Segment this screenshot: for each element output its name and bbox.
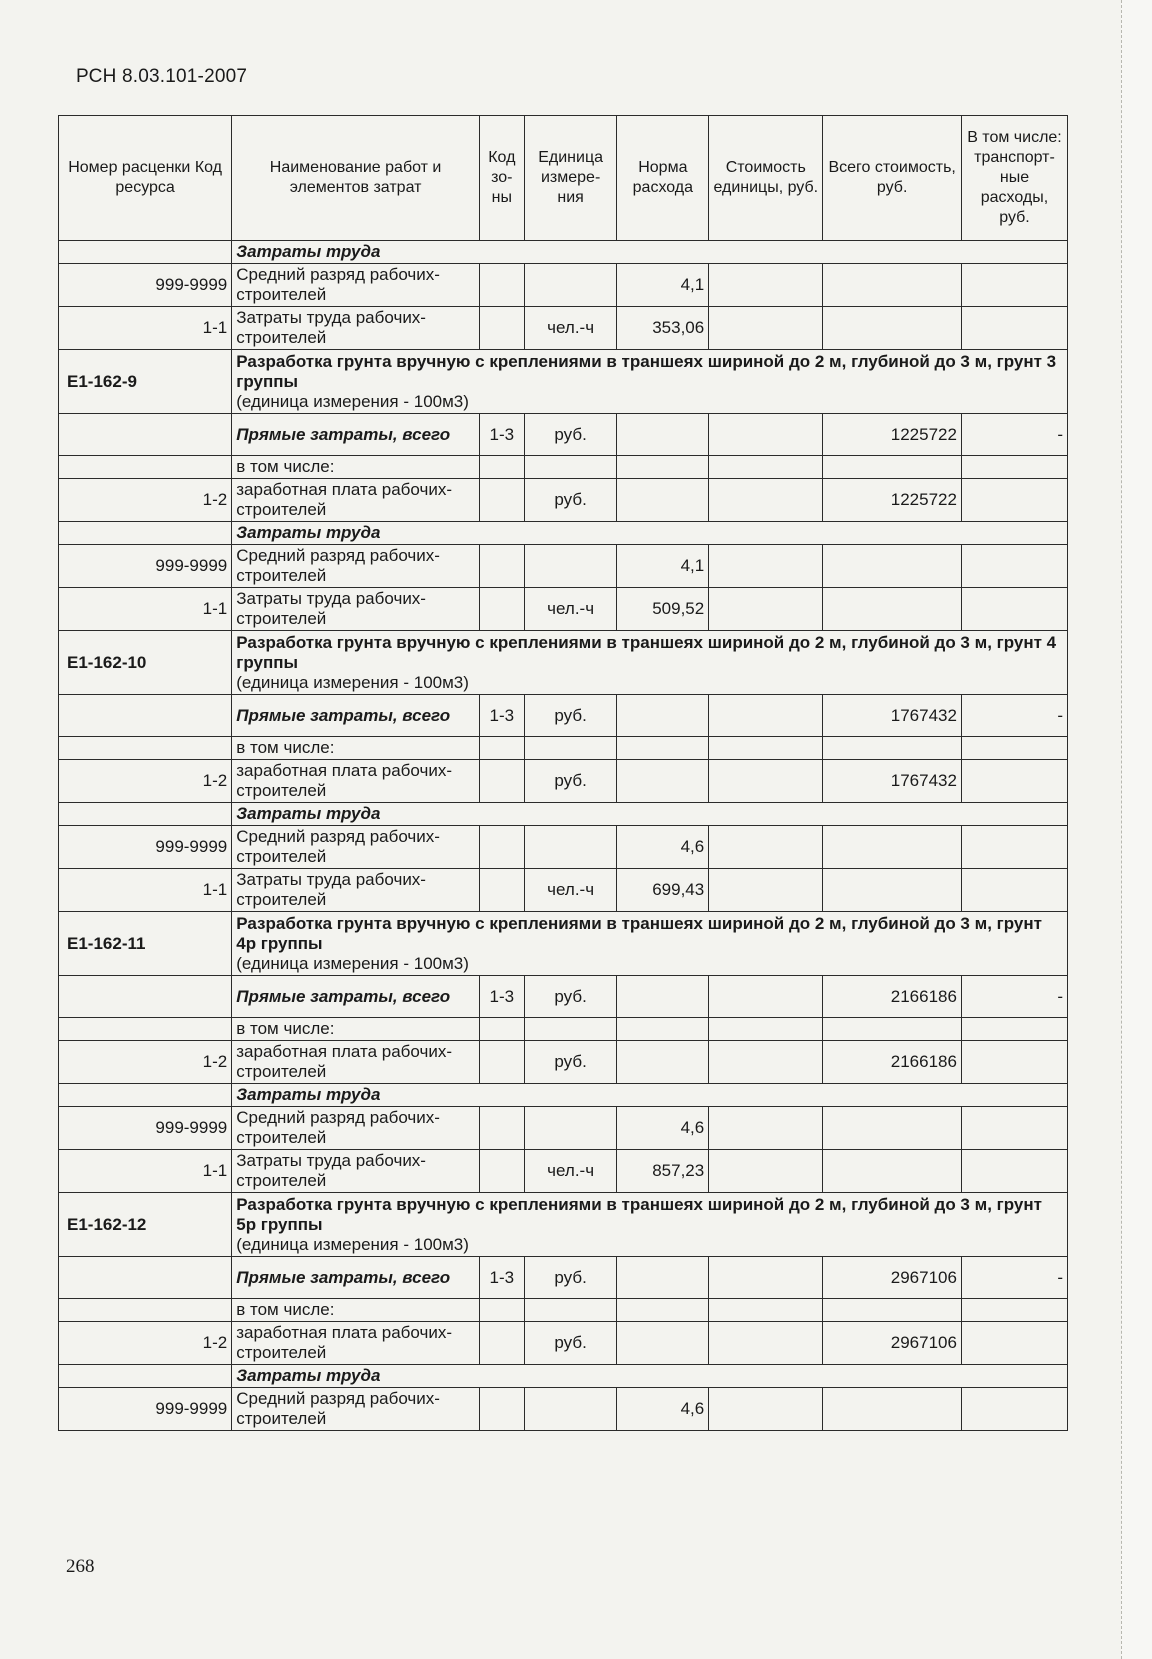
rate-code: Е1-162-10	[59, 631, 232, 695]
transport-cost: -	[961, 414, 1067, 456]
table-row	[59, 307, 1068, 350]
resource-code: 999-9999	[59, 1388, 232, 1431]
rate-unit-note: (единица измерения - 100м3)	[236, 391, 469, 411]
norm-value: 4,6	[617, 826, 709, 869]
table-row	[59, 1193, 1068, 1257]
torn-page-edge	[1121, 0, 1152, 1659]
table-row	[59, 976, 1068, 1018]
column-header: Код зо- ны	[479, 116, 524, 241]
table-row	[59, 1018, 1068, 1041]
total-cost: 2166186	[823, 976, 962, 1018]
table-row	[59, 760, 1068, 803]
table-row	[59, 737, 1068, 760]
table-row	[59, 912, 1068, 976]
total-cost: 2967106	[823, 1257, 962, 1299]
table-row	[59, 1041, 1068, 1084]
total-cost: 1225722	[823, 479, 962, 522]
table-header-row	[59, 116, 1068, 241]
resource-code: 999-9999	[59, 264, 232, 307]
direct-costs-label: Прямые затраты, всего	[232, 695, 480, 737]
zone-code: 1-3	[479, 1257, 524, 1299]
table-row	[59, 803, 1068, 826]
element-name: Затраты труда рабочих-строителей	[232, 1150, 480, 1193]
unit: чел.-ч	[524, 307, 617, 350]
norm-value: 4,6	[617, 1107, 709, 1150]
including-label: в том числе:	[232, 1018, 480, 1041]
unit: руб.	[524, 479, 617, 522]
direct-costs-label: Прямые затраты, всего	[232, 414, 480, 456]
norm-value: 4,6	[617, 1388, 709, 1431]
section-title-labor: Затраты труда	[232, 803, 1068, 826]
section-title-labor: Затраты труда	[232, 241, 1068, 264]
zone-code: 1-3	[479, 695, 524, 737]
table-row	[59, 456, 1068, 479]
including-label: в том числе:	[232, 1299, 480, 1322]
norm-value: 857,23	[617, 1150, 709, 1193]
document-header: РСН 8.03.101-2007	[76, 66, 248, 87]
rate-code: Е1-162-12	[59, 1193, 232, 1257]
column-header: Номер расценки Код ресурса	[59, 116, 232, 241]
resource-code: 1-2	[59, 760, 232, 803]
total-cost: 1225722	[823, 414, 962, 456]
resource-code: 1-2	[59, 1041, 232, 1084]
zone-code: 1-3	[479, 976, 524, 1018]
element-name: Затраты труда рабочих-строителей	[232, 307, 480, 350]
element-name: Средний разряд рабочих-строителей	[232, 826, 480, 869]
table-row	[59, 1107, 1068, 1150]
table-row	[59, 1365, 1068, 1388]
unit: руб.	[524, 1257, 617, 1299]
norm-value: 353,06	[617, 307, 709, 350]
rate-title-block	[232, 1193, 1068, 1257]
rate-code: Е1-162-11	[59, 912, 232, 976]
direct-costs-label: Прямые затраты, всего	[232, 976, 480, 1018]
unit: руб.	[524, 414, 617, 456]
rate-unit-note: (единица измерения - 100м3)	[236, 1234, 469, 1254]
column-header: Стоимость единицы, руб.	[709, 116, 823, 241]
rates-table	[58, 115, 1068, 1431]
rate-title-block	[232, 912, 1068, 976]
rate-title: Разработка грунта вручную с креплениями в траншеях шириной до 2 м, глубиной до 3 м, грунт 4р группы	[236, 913, 1042, 953]
direct-costs-label: Прямые затраты, всего	[232, 1257, 480, 1299]
table-row	[59, 1257, 1068, 1299]
rate-code: Е1-162-9	[59, 350, 232, 414]
transport-cost: -	[961, 1257, 1067, 1299]
section-title-labor: Затраты труда	[232, 522, 1068, 545]
unit: руб.	[524, 1041, 617, 1084]
element-name: заработная плата рабочих-строителей	[232, 760, 480, 803]
table-row	[59, 588, 1068, 631]
norm-value: 699,43	[617, 869, 709, 912]
table-row	[59, 869, 1068, 912]
transport-cost: -	[961, 695, 1067, 737]
norm-value: 4,1	[617, 264, 709, 307]
resource-code: 999-9999	[59, 826, 232, 869]
zone-code: 1-3	[479, 414, 524, 456]
element-name: Средний разряд рабочих-строителей	[232, 1388, 480, 1431]
page-number: 268	[66, 1556, 95, 1577]
column-header: В том числе: транспорт- ные расходы, руб.	[961, 116, 1067, 241]
table-row	[59, 695, 1068, 737]
resource-code: 999-9999	[59, 1107, 232, 1150]
resource-code: 1-2	[59, 1322, 232, 1365]
table-row	[59, 631, 1068, 695]
table-row	[59, 1084, 1068, 1107]
unit: чел.-ч	[524, 1150, 617, 1193]
resource-code: 1-1	[59, 307, 232, 350]
table-row	[59, 522, 1068, 545]
element-name: Затраты труда рабочих-строителей	[232, 869, 480, 912]
table-row	[59, 1299, 1068, 1322]
unit: руб.	[524, 760, 617, 803]
including-label: в том числе:	[232, 456, 480, 479]
column-header: Наименование работ и элементов затрат	[232, 116, 480, 241]
table-row	[59, 479, 1068, 522]
unit: руб.	[524, 1322, 617, 1365]
total-cost: 2166186	[823, 1041, 962, 1084]
element-name: заработная плата рабочих-строителей	[232, 1041, 480, 1084]
rate-unit-note: (единица измерения - 100м3)	[236, 672, 469, 692]
resource-code: 1-1	[59, 869, 232, 912]
table-row	[59, 414, 1068, 456]
transport-cost: -	[961, 976, 1067, 1018]
table-row	[59, 350, 1068, 414]
total-cost: 1767432	[823, 695, 962, 737]
norm-value: 4,1	[617, 545, 709, 588]
table-row	[59, 241, 1068, 264]
rate-title-block	[232, 631, 1068, 695]
rate-title: Разработка грунта вручную с креплениями в траншеях шириной до 2 м, глубиной до 3 м, грунт 4 группы	[236, 632, 1057, 672]
element-name: Затраты труда рабочих-строителей	[232, 588, 480, 631]
column-header: Норма расхода	[617, 116, 709, 241]
total-cost: 1767432	[823, 760, 962, 803]
resource-code: 999-9999	[59, 545, 232, 588]
rate-unit-note: (единица измерения - 100м3)	[236, 953, 469, 973]
rate-title-block	[232, 350, 1068, 414]
element-name: Средний разряд рабочих-строителей	[232, 1107, 480, 1150]
rate-title: Разработка грунта вручную с креплениями в траншеях шириной до 2 м, глубиной до 3 м, грунт 5р группы	[236, 1194, 1042, 1234]
rate-title: Разработка грунта вручную с креплениями в траншеях шириной до 2 м, глубиной до 3 м, грунт 3 группы	[236, 351, 1057, 391]
table-row	[59, 545, 1068, 588]
table-row	[59, 264, 1068, 307]
column-header: Единица измере- ния	[524, 116, 617, 241]
element-name: Средний разряд рабочих-строителей	[232, 264, 480, 307]
table-row	[59, 1150, 1068, 1193]
unit: чел.-ч	[524, 588, 617, 631]
table-row	[59, 1388, 1068, 1431]
column-header: Всего стоимость, руб.	[823, 116, 962, 241]
element-name: Средний разряд рабочих-строителей	[232, 545, 480, 588]
including-label: в том числе:	[232, 737, 480, 760]
element-name: заработная плата рабочих-строителей	[232, 479, 480, 522]
resource-code: 1-2	[59, 479, 232, 522]
resource-code: 1-1	[59, 588, 232, 631]
unit: руб.	[524, 695, 617, 737]
table-row	[59, 826, 1068, 869]
section-title-labor: Затраты труда	[232, 1084, 1068, 1107]
element-name: заработная плата рабочих-строителей	[232, 1322, 480, 1365]
total-cost: 2967106	[823, 1322, 962, 1365]
norm-value: 509,52	[617, 588, 709, 631]
unit: чел.-ч	[524, 869, 617, 912]
section-title-labor: Затраты труда	[232, 1365, 1068, 1388]
unit: руб.	[524, 976, 617, 1018]
resource-code: 1-1	[59, 1150, 232, 1193]
table-row	[59, 1322, 1068, 1365]
